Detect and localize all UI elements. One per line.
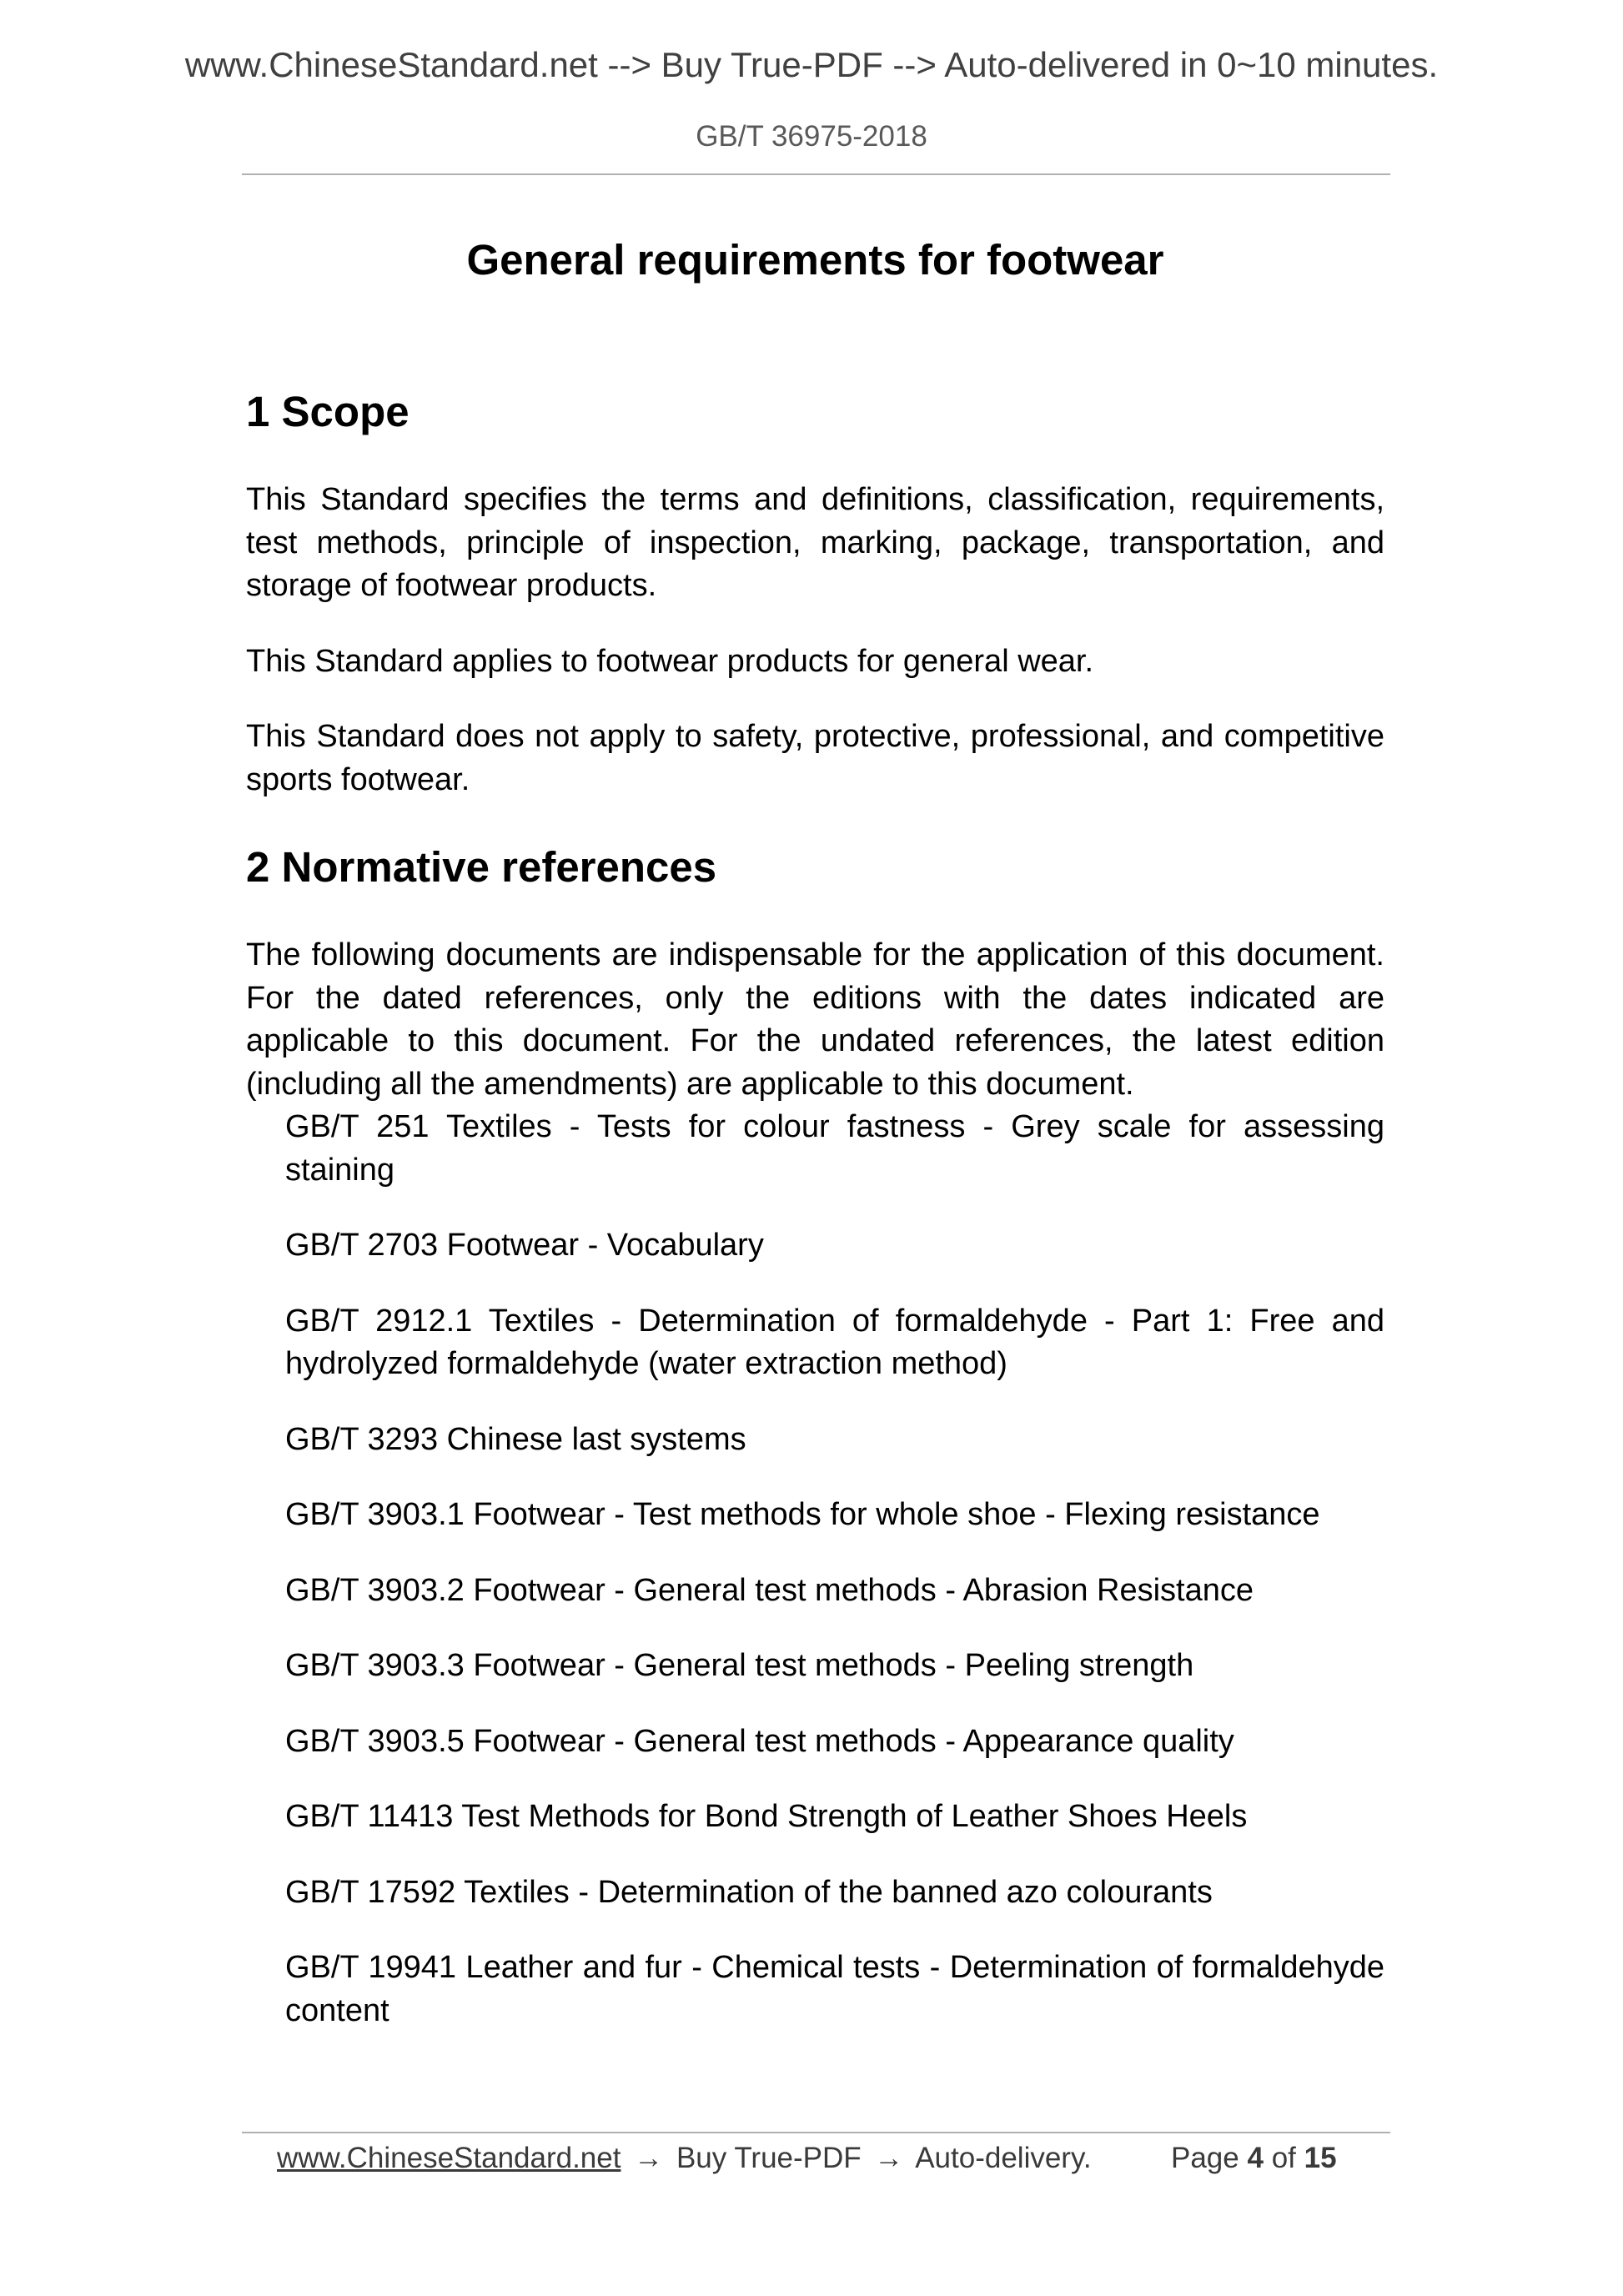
paragraph: The following documents are indispensable for the application of this document. For the dated references, only the editions with the dates indicated are applicable to this document. For the undated references, the latest edition (including all the amendments) are applicable to this document.	[246, 937, 1384, 1102]
paragraph: This Standard specifies the terms and definitions, classification, requirements, test methods, principle of inspection, marking, package, transportation, and storage of footwear products.	[246, 482, 1384, 603]
of-label: of	[1271, 2142, 1296, 2174]
section-scope	[246, 385, 1384, 801]
reference-item: GB/T 2703 Footwear - Vocabulary	[285, 1228, 764, 1263]
page-total: 15	[1304, 2142, 1337, 2174]
site-banner: www.ChineseStandard.net --> Buy True-PDF --> Auto-delivered in 0~10 minutes.	[184, 45, 1439, 84]
arrow-right-icon: →	[874, 2142, 904, 2174]
footer-site-link[interactable]: www.ChineseStandard.net	[277, 2142, 621, 2174]
section-heading: 1 Scope	[246, 388, 410, 435]
paragraph: This Standard applies to footwear products for general wear.	[246, 643, 1094, 679]
reference-item: GB/T 3903.3 Footwear - General test methods - Peeling strength	[285, 1648, 1194, 1683]
reference-item: GB/T 3903.1 Footwear - Test methods for whole shoe - Flexing resistance	[285, 1497, 1320, 1532]
page-number	[1171, 2138, 1337, 2179]
footer-promo	[277, 2138, 1092, 2179]
section-normative-references	[246, 841, 1384, 2032]
header-divider	[242, 173, 1390, 175]
footer-divider	[242, 2132, 1390, 2133]
paragraph: This Standard does not apply to safety, protective, professional, and competitive sports footwear.	[246, 719, 1384, 797]
footer-auto-text: Auto-delivery.	[915, 2142, 1092, 2174]
arrow-right-icon: →	[634, 2142, 664, 2174]
reference-item: GB/T 251 Textiles - Tests for colour fastness - Grey scale for assessing staining	[285, 1109, 1384, 1188]
reference-item: GB/T 3293 Chinese last systems	[285, 1421, 746, 1457]
page-label: Page	[1171, 2142, 1239, 2174]
reference-item: GB/T 17592 Textiles - Determination of the banned azo colourants	[285, 1874, 1213, 1910]
reference-item: GB/T 3903.5 Footwear - General test methods - Appearance quality	[285, 1723, 1234, 1759]
page-current: 4	[1247, 2142, 1264, 2174]
footer-buy-text: Buy True-PDF	[676, 2142, 862, 2174]
reference-item: GB/T 3903.2 Footwear - General test methods - Abrasion Resistance	[285, 1572, 1254, 1608]
document-title: General requirements for footwear	[466, 236, 1164, 284]
reference-item: GB/T 11413 Test Methods for Bond Strength of Leather Shoes Heels	[285, 1799, 1248, 1834]
reference-item: GB/T 19941 Leather and fur - Chemical tests - Determination of formaldehyde content	[285, 1950, 1384, 2028]
page-content	[246, 234, 1384, 2072]
reference-item: GB/T 2912.1 Textiles - Determination of formaldehyde - Part 1: Free and hydrolyzed formaldehyde (water extraction method)	[285, 1303, 1384, 1381]
document-code: GB/T 36975-2018	[696, 120, 927, 153]
section-heading: 2 Normative references	[246, 843, 717, 891]
reference-list	[246, 1106, 1384, 2032]
